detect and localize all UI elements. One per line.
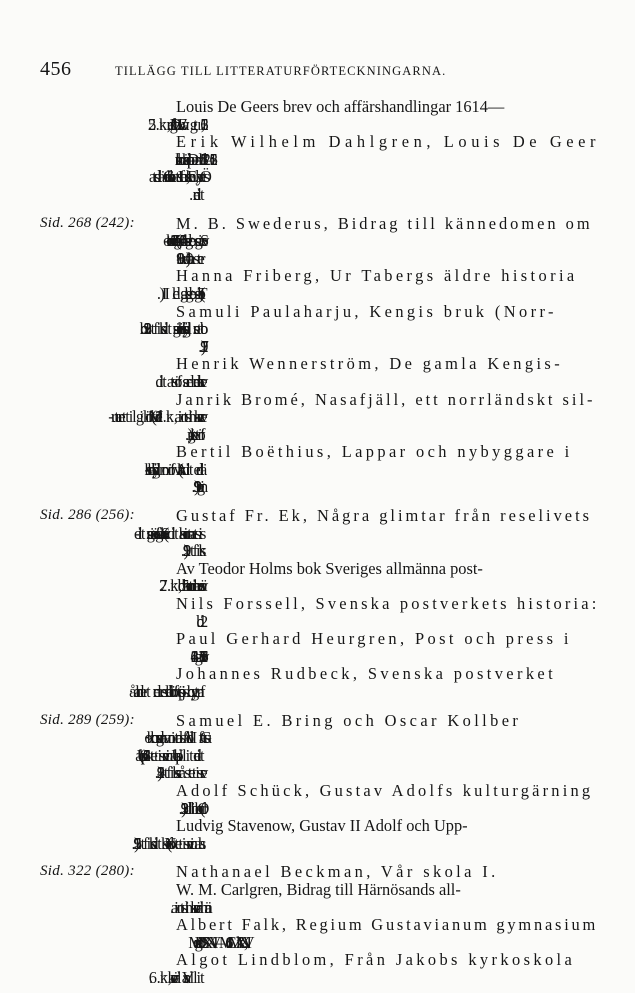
reference-entry (174, 560, 600, 595)
reference-entry (174, 98, 600, 133)
section-reference: Sid. 268 (242): (40, 214, 135, 231)
entry-line: Janrik Bromé, Nasafjäll, ett norrländskt sil- (176, 389, 596, 409)
running-title: TILLÄGG TILL LITTERATURFÖRTECKNINGARNA. (115, 64, 447, 78)
reference-group (40, 215, 600, 497)
entry-line: M. B. Swederus, Bidrag till kännedomen om (176, 213, 593, 233)
entry-line (176, 232, 600, 250)
reference-entry (174, 443, 600, 496)
entry-line (176, 764, 600, 782)
reference-entry (174, 303, 600, 356)
reference-entry (174, 863, 600, 881)
entry-line (176, 800, 600, 818)
section-reference: Sid. 289 (259): (40, 711, 135, 728)
reference-entry (174, 215, 600, 268)
entry-line (176, 729, 600, 747)
reference-entry (174, 951, 600, 986)
reference-entry (174, 133, 600, 203)
entry-line (176, 478, 600, 496)
reference-entry (174, 817, 600, 852)
reference-entry (174, 267, 600, 302)
reference-entry (174, 507, 600, 560)
entry-line (176, 168, 600, 186)
entry-line: Gustaf Fr. Ek, Några glimtar från reselivets (176, 506, 593, 526)
entry-line: W. M. Carlgren, Bidrag till Härnösands all- (176, 879, 461, 899)
reference-group (40, 863, 600, 986)
entry-line (176, 613, 600, 631)
entry-line (176, 461, 600, 479)
reference-entry (174, 916, 600, 951)
entry-line (176, 747, 600, 765)
entry-line: Algot Lindblom, Från Jakobs kyrkoskola (176, 950, 576, 970)
entry-line: Erik Wilhelm Dahlgren, Louis De Geer (176, 132, 601, 152)
reference-entry (174, 391, 600, 444)
entry-line (176, 186, 600, 204)
entry-line: Av Teodor Holms bok Sveriges allmänna post- (176, 558, 483, 578)
entry-line: Paul Gerhard Heurgren, Post och press i (176, 629, 572, 649)
entry-line: Strengnense MDCXXVI—MCMXXVI, kr. 16. (200, 932, 222, 952)
entry-line: Johannes Rudbeck, Svenska postverket (176, 664, 557, 684)
entry-line: Louis De Geers brev och affärshandlingar 1614— (176, 97, 505, 116)
entry-line (176, 525, 600, 543)
entry-line: Adolf Schück, Gustav Adolfs kulturgärning (176, 780, 594, 800)
page-number: 456 (40, 58, 72, 80)
entry-line: Nathanael Beckman, Vår skola I. (176, 862, 499, 882)
reference-entry (174, 355, 600, 390)
section-reference: Sid. 286 (256): (40, 507, 135, 524)
entry-line (176, 648, 600, 666)
entry-line (176, 835, 600, 853)
entry-line (176, 373, 600, 391)
section-reference: Sid. 322 (280): (40, 863, 135, 880)
entry-line (176, 151, 600, 169)
reference-entry (174, 712, 600, 782)
bibliography-content (40, 98, 600, 987)
entry-line: Nils Forssell, Svenska postverkets historia: (176, 594, 600, 614)
entry-line (176, 683, 600, 701)
reference-group (40, 507, 600, 701)
reference-entry (174, 630, 600, 665)
reference-entry (174, 881, 600, 916)
entry-line: Samuel E. Bring och Oscar Kollber (176, 710, 522, 730)
entry-line (176, 250, 600, 268)
page-header (40, 58, 600, 82)
entry-line (176, 426, 600, 444)
entry-line (176, 408, 600, 426)
entry-line (176, 899, 600, 917)
entry-line (176, 969, 600, 987)
entry-line (176, 542, 600, 560)
entry-line: Albert Falk, Regium Gustavianum gymnasium (176, 915, 599, 935)
entry-line: Henrik Wennerström, De gamla Kengis- (176, 354, 564, 374)
entry-line (176, 285, 600, 303)
entry-line (176, 338, 600, 356)
reference-entry (174, 782, 600, 817)
entry-line (176, 116, 600, 134)
reference-entry (174, 595, 600, 630)
reference-group (40, 712, 600, 853)
reference-entry (174, 665, 600, 700)
reference-group (40, 98, 600, 204)
entry-line (176, 577, 600, 595)
entry-line: Hanna Friberg, Ur Tabergs äldre historia (176, 266, 578, 286)
entry-line: Ludvig Stavenow, Gustav II Adolf och Upp- (176, 816, 468, 836)
entry-line: Samuli Paulaharju, Kengis bruk (Norr- (176, 301, 557, 321)
entry-line: Bertil Boëthius, Lappar och nybyggare i (176, 442, 573, 462)
entry-line (176, 320, 600, 338)
